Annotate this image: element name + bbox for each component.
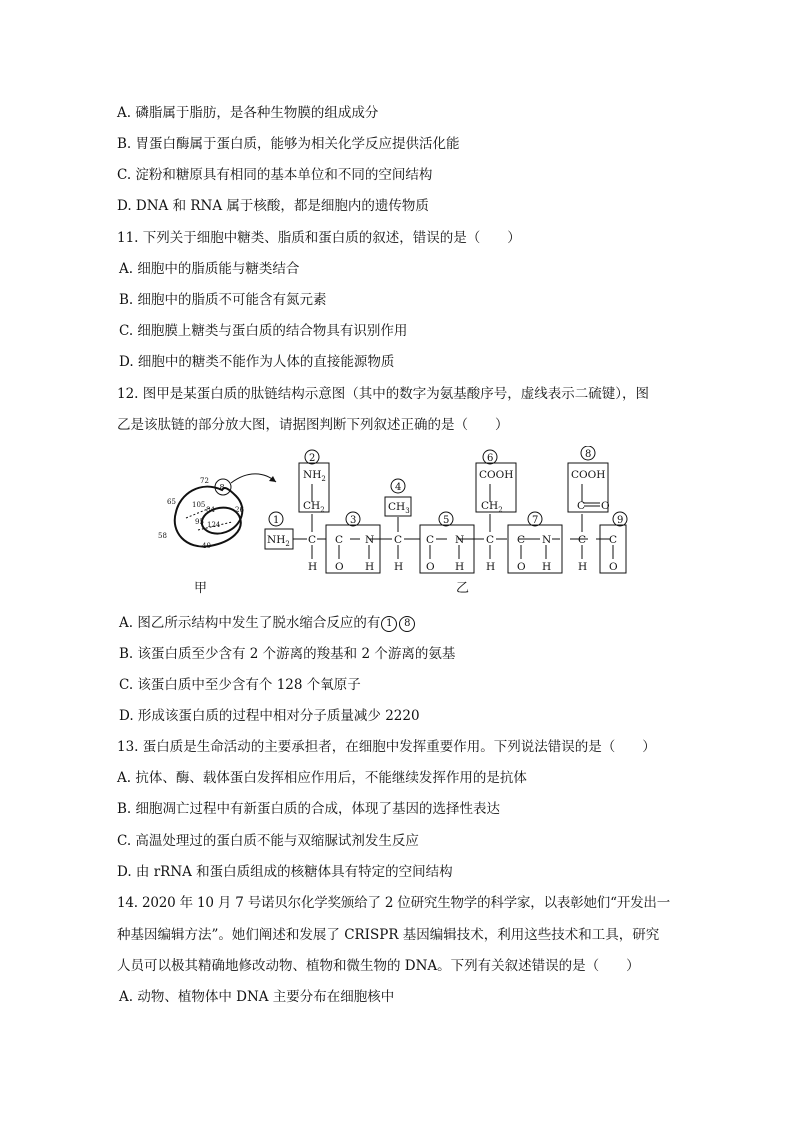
- q10-option-a: A. 磷脂属于脂肪，是各种生物膜的组成成分: [117, 105, 379, 121]
- q12-option-a: [119, 614, 416, 632]
- figure-jia-number: 84: [206, 506, 215, 514]
- figure-jia-number: 40: [202, 542, 211, 550]
- circled-label-text: 3: [350, 515, 357, 526]
- q14-stem-line2: 种基因编辑方法”。她们阐述和发展了 CRISPR 基因编辑技术，利用这些技术和工具，研究: [117, 927, 660, 943]
- atom-label: C: [486, 534, 495, 546]
- atom-label: H: [394, 561, 404, 573]
- figure-jia-number: 65: [167, 498, 176, 506]
- q13-stem: 13. 蛋白质是生命活动的主要承担者，在细胞中发挥重要作用。下列说法错误的是（ ）: [117, 739, 656, 755]
- atom-label: $CH_2$: [481, 500, 503, 514]
- q14-stem-line3: 人员可以极其精确地修改动物、植物和微生物的 DNA。下列有关叙述错误的是（ ）: [117, 958, 640, 974]
- atom-label: C: [517, 534, 526, 546]
- q14-stem-line1: 14. 2020 年 10 月 7 号诺贝尔化学奖颁给了 2 位研究生物学的科学家，以表彰她们“开发出一: [117, 895, 671, 911]
- circled-label-text: 4: [395, 482, 402, 493]
- figure-jia-number: 72: [200, 477, 209, 485]
- atom-label: COOH: [571, 469, 606, 481]
- figure-jia-number: 105: [192, 501, 206, 509]
- q13-option-d: D. 由 rRNA 和蛋白质组成的核糖体具有特定的空间结构: [117, 864, 453, 880]
- atom-label: O: [517, 561, 526, 573]
- atom-label: O: [426, 561, 435, 573]
- figure-jia-number: 124: [207, 521, 221, 529]
- atom-label: C: [335, 534, 344, 546]
- atom-label: N: [365, 534, 375, 546]
- atom-label: H: [308, 561, 318, 573]
- q13-option-b: B. 细胞凋亡过程中有新蛋白质的合成，体现了基因的选择性表达: [117, 801, 501, 817]
- atom-label: C: [609, 534, 618, 546]
- q10-option-b: B. 胃蛋白酶属于蛋白质，能够为相关化学反应提供活化能: [117, 136, 460, 152]
- atom-label: H: [455, 561, 465, 573]
- atom-label: C: [577, 500, 586, 512]
- atom-label: $NH_2$: [267, 534, 290, 548]
- atom-label: $CH_3$: [388, 501, 410, 515]
- q12-option-b: B. 该蛋白质至少含有 2 个游离的羧基和 2 个游离的氨基: [119, 646, 456, 662]
- q12-option-a-text: A. 图乙所示结构中发生了脱水缩合反应的有: [119, 615, 381, 631]
- figure-jia-number: 26: [235, 506, 244, 514]
- atom-label: C: [394, 534, 403, 546]
- circled-label-text: 2: [309, 453, 316, 464]
- q10-option-d: D. DNA 和 RNA 属于核酸，都是细胞内的遗传物质: [117, 198, 429, 214]
- atom-label: O: [335, 561, 344, 573]
- figure-yi-label: 乙: [456, 581, 470, 596]
- double-bond: [584, 503, 600, 506]
- atom-label: C: [578, 534, 587, 546]
- q13-option-c: C. 高温处理过的蛋白质不能与双缩脲试剂发生反应: [117, 833, 419, 849]
- atom-label: H: [578, 561, 588, 573]
- q10-option-c: C. 淀粉和糖原具有相同的基本单位和不同的空间结构: [117, 167, 433, 183]
- atom-label: N: [455, 534, 465, 546]
- figure-jia-arrow: [231, 474, 276, 483]
- q11-option-a: A. 细胞中的脂质能与糖类结合: [119, 261, 300, 277]
- q12-option-c: C. 该蛋白质中至少含有个 128 个氧原子: [119, 677, 361, 693]
- q12-option-d: D. 形成该蛋白质的过程中相对分子质量减少 2220: [119, 708, 420, 724]
- circled-label-text: 9: [617, 515, 624, 526]
- figure-jia-number: 58: [158, 532, 167, 540]
- q11-option-d: D. 细胞中的糖类不能作为人体的直接能源物质: [119, 354, 395, 370]
- atom-label: H: [486, 561, 496, 573]
- atom-label: N: [542, 534, 552, 546]
- circled-label-text: 7: [532, 515, 539, 526]
- atom-label: O: [601, 500, 610, 512]
- circled-label-text: 1: [273, 515, 280, 526]
- protein-structure-figure: [140, 446, 660, 601]
- atom-label: $CH_2$: [303, 500, 325, 514]
- q11-option-b: B. 细胞中的脂质不可能含有氮元素: [119, 292, 327, 308]
- circled-label-text: 5: [443, 515, 450, 526]
- atom-label: C: [426, 534, 435, 546]
- circled-label-text: 8: [585, 449, 592, 460]
- q11-option-c: C. 细胞膜上糖类与蛋白质的结合物具有识别作用: [119, 323, 408, 339]
- circled-label-text: 6: [487, 453, 494, 464]
- circled-number-1: 1: [381, 616, 397, 632]
- atom-label: $NH_2$: [303, 469, 326, 483]
- arrow-head-icon: [269, 476, 276, 482]
- q13-option-a: A. 抗体、酶、载体蛋白发挥相应作用后，不能继续发挥作用的是抗体: [117, 770, 527, 786]
- atom-label: COOH: [479, 469, 514, 481]
- figure-jia-label: 甲: [194, 581, 208, 596]
- figure-jia-chain: [175, 487, 243, 547]
- atom-label: H: [365, 561, 375, 573]
- q14-option-a: A. 动物、植物体中 DNA 主要分布在细胞核中: [119, 989, 395, 1005]
- atom-label: H: [542, 561, 552, 573]
- q12-stem-line2: 乙是该肽链的部分放大图，请据图判断下列叙述正确的是（ ）: [117, 417, 509, 433]
- q12-stem-line1: 12. 图甲是某蛋白质的肽链结构示意图（其中的数字为氨基酸序号，虚线表示二硫键），图: [117, 386, 650, 402]
- circled-number-8: 8: [399, 616, 415, 632]
- atom-label: C: [308, 534, 317, 546]
- atom-label: O: [609, 561, 618, 573]
- figure-jia-number: 95: [195, 518, 204, 526]
- circled-labels: [269, 446, 627, 526]
- q11-stem: 11. 下列关于细胞中糖类、脂质和蛋白质的叙述，错误的是（ ）: [117, 230, 521, 246]
- figure-jia-zoom-label: 8: [219, 483, 225, 492]
